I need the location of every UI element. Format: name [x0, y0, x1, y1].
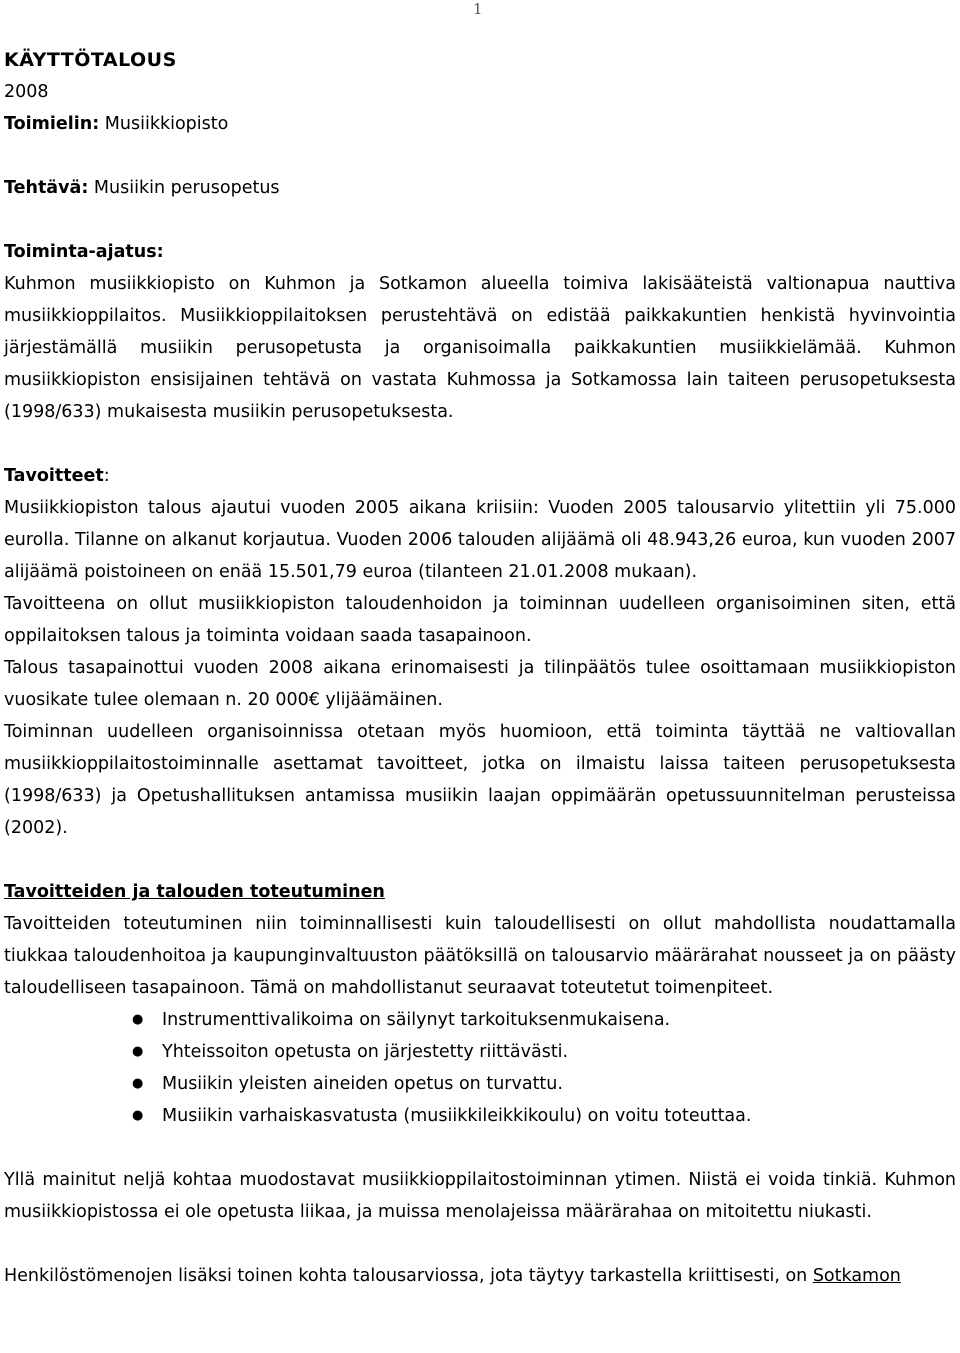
toteutuminen-intro: Tavoitteiden toteutuminen niin toiminnallisesti kuin taloudellisesti on ollut mahdollista noudattamalla tiukkaa taloudenhoitoa ja kaupunginvaltuuston päätöksillä on talousarvio määrärahat nousseet ja on päästy taloudelliseen tasapainoon. Tämä on mahdollistanut seuraavat toteutetut toimenpiteet. — [4, 914, 956, 998]
tavoitteet-paragraph: Tavoitteena on ollut musiikkiopiston taloudenhoidon ja toiminnan uudelleen organisoiminen siten, että oppilaitoksen talous ja toiminta voidaan saada tasapainoon. — [4, 594, 956, 646]
document-body — [4, 44, 956, 1292]
tavoitteet-paragraph: Musiikkiopiston talous ajautui vuoden 2005 aikana kriisiin: Vuoden 2005 talousarvio ylitettiin yli 75.000 eurolla. Tilanne on alkanut korjautua. Vuoden 2006 talouden alijäämä oli 48.943,26 euroa, kun vuoden 2007 alijäämä poistoineen on enää 15.501,79 euroa (tilanteen 21.01.2008 mukaan). — [4, 498, 956, 582]
tavoitteet-paragraph: Talous tasapainottui vuoden 2008 aikana erinomaisesti ja tilinpäätös tulee osoittamaan musiikkiopiston vuosikate tulee olemaan n. 20 000€ ylijäämäinen. — [4, 658, 956, 710]
tehtava-label: Tehtävä: — [4, 178, 89, 198]
bullet-icon: ● — [132, 1108, 144, 1123]
bullet-icon: ● — [132, 1076, 144, 1091]
last-paragraph-text: Henkilöstömenojen lisäksi toinen kohta talousarviossa, jota täytyy tarkastella kriittisesti, on — [4, 1266, 813, 1286]
list-item — [4, 1068, 956, 1100]
document-title: KÄYTTÖTALOUS — [4, 49, 177, 71]
document-year: 2008 — [4, 82, 49, 102]
tavoitteet-label: Tavoitteet — [4, 466, 104, 486]
summary-paragraph: Yllä mainitut neljä kohtaa muodostavat musiikkioppilaitostoiminnan ytimen. Niistä ei voida tinkiä. Kuhmon musiikkiopistossa ei ole opetusta liikaa, ja muissa menolajeissa määrärahaa on mitoitettu niukasti. — [4, 1170, 956, 1222]
toimielin-label: Toimielin: — [4, 114, 100, 134]
measures-list — [4, 1004, 956, 1132]
list-item — [4, 1004, 956, 1036]
list-item-text: Musiikin varhaiskasvatusta (musiikkileikkikoulu) on voitu toteuttaa. — [162, 1106, 752, 1126]
tavoitteet-paragraph: Toiminnan uudelleen organisoinnissa otetaan myös huomioon, että toiminta täyttää ne valtiovallan musiikkioppilaitostoiminnalle asettamat tavoitteet, jotka on ilmaistu laissa taiteen perusopetuksesta (1998/633) ja Opetushallituksen antamissa musiikin laajan oppimäärän opetussuunnitelman perusteissa (2002). — [4, 722, 956, 838]
last-paragraph — [4, 1260, 956, 1292]
list-item-text: Yhteissoiton opetusta on järjestetty riittävästi. — [162, 1042, 569, 1062]
toimielin-value: Musiikkiopisto — [104, 114, 229, 134]
page-number: 1 — [473, 0, 483, 18]
list-item — [4, 1100, 956, 1132]
tavoitteet-colon: : — [103, 466, 110, 486]
toimielin-line — [4, 108, 956, 140]
tehtava-value: Musiikin perusopetus — [93, 178, 280, 198]
toteutuminen-heading: Tavoitteiden ja talouden toteutuminen — [4, 882, 385, 902]
last-paragraph-underlined: Sotkamon — [812, 1266, 901, 1286]
bullet-icon: ● — [132, 1012, 144, 1027]
bullet-icon: ● — [132, 1044, 144, 1059]
list-item-text: Musiikin yleisten aineiden opetus on turvattu. — [162, 1074, 563, 1094]
list-item-text: Instrumenttivalikoima on säilynyt tarkoituksenmukaisena. — [162, 1010, 671, 1030]
tavoitteet-heading — [4, 460, 956, 492]
list-item — [4, 1036, 956, 1068]
toiminta-ajatus-text: Kuhmon musiikkiopisto on Kuhmon ja Sotkamon alueella toimiva lakisääteistä valtionapua nauttiva musiikkioppilaitos. Musiikkioppilaitoksen perustehtävä on edistää paikkakuntien henkistä hyvinvointia järjestämällä musiikin perusopetusta ja organisoimalla paikkakuntien musiikkielämää. Kuhmon musiikkiopiston ensisijainen tehtävä on vastata Kuhmossa ja Sotkamossa lain taiteen perusopetuksesta (1998/633) mukaisesta musiikin perusopetuksesta. — [4, 274, 956, 422]
tehtava-line — [4, 172, 956, 204]
toiminta-ajatus-label: Toiminta-ajatus: — [4, 242, 164, 262]
